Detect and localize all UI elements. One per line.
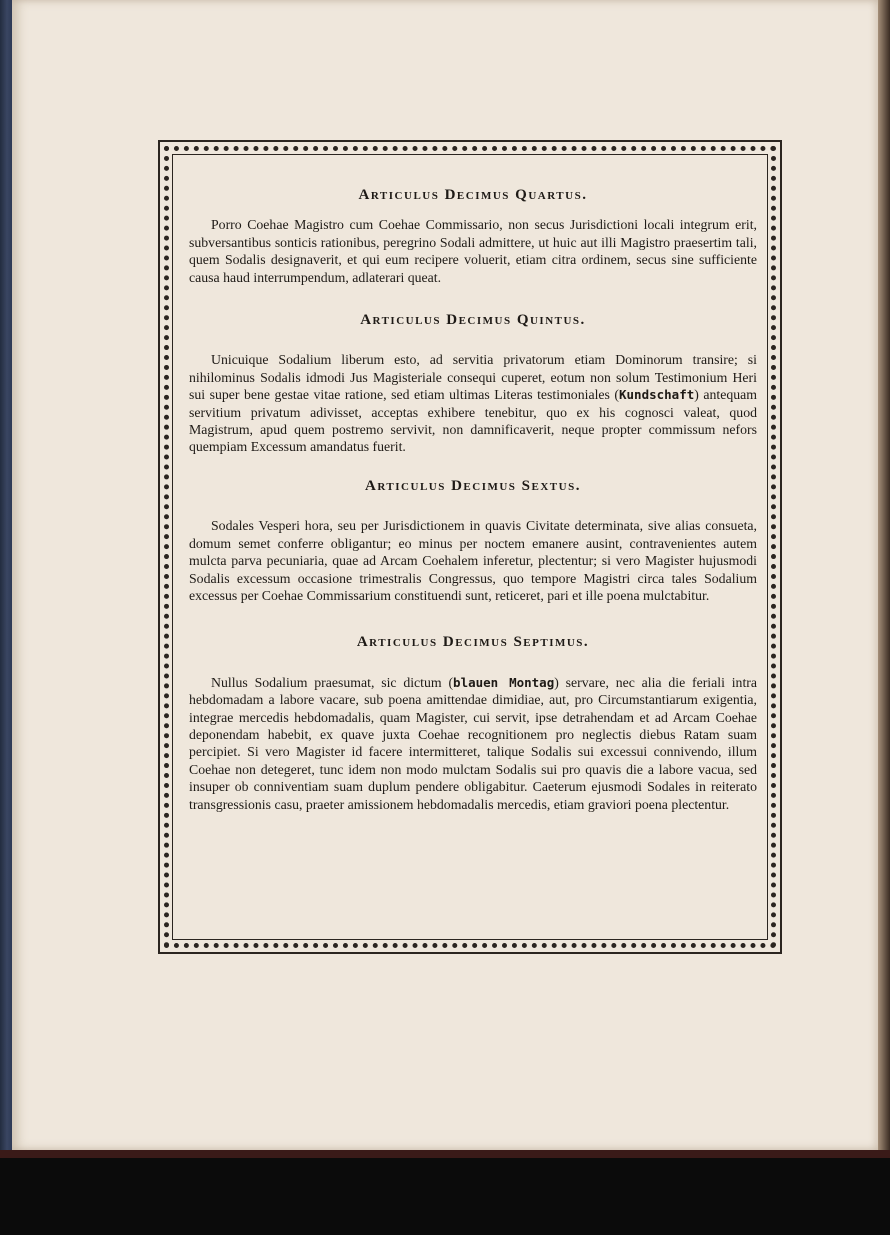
article-17-heading: Articulus Decimus Septimus. xyxy=(356,634,590,651)
article-17-text-after: ) servare, nec alia die feriali intra hebdomadam a labore vacare, sub poena amittendae dimidiae, aut, pro Circumstantiarum exigentia, integrae mercedis hebdomadalis, quam Magister, cui servit, ipse detrahendam et ad Arcam Coehae deponendam habebit, ex quave juxta Coehae recognitionem pro neglectis diebus Ratam suam percipiet. Si vero Magister id facere intermitteret, talique Sodalis sui excessui connivendo, illum Coehae non detegeret, tunc idem non modo mulctam Sodalis sui pro quavis die a labore vacua, sed insuper ob conniventiam suam duplum pendere obligabitur. Caeterum ejusmodi Sodales in reiterato transgressionis casu, praeter amissionem hebdomadalis mercedis, etiam graviori poena plectentur. xyxy=(189,674,757,812)
ornamental-border-frame xyxy=(158,140,782,954)
ornamental-border-inner xyxy=(164,146,776,948)
next-page-edge xyxy=(878,0,890,1158)
article-15-blackletter-term: Kundschaft xyxy=(619,387,695,403)
article-17-text xyxy=(189,674,757,813)
article-15-text xyxy=(189,351,757,455)
article-17-blackletter-term: blauen Montag xyxy=(453,674,555,690)
article-14-heading: Articulus Decimus Quartus. xyxy=(358,187,588,203)
article-17-text-before: Nullus Sodalium praesumat, sic dictum ( xyxy=(211,674,454,690)
article-text-block xyxy=(189,177,757,813)
article-16-text: Sodales Vesperi hora, seu per Jurisdictionem in quavis Civitate determinata, sive alias consueta, domum semet conferre obligantur; eo minus per noctem emanere ausint, contravenientes autem mulcta parva pecuniaria, quae ad Arcam Coehalem inferetur, plectentur; si vero Magister hujusmodi Sodalis excessum occasione trimestralis Congressus, quo tempore Magistri circa tales Sodalium excessus per Coehae Commissarium constituendi sunt, reticeret, pari et ille poena mulctabitur. xyxy=(189,518,757,603)
article-14-text: Porro Coehae Magistro cum Coehae Commissario, non secus Jurisdictioni locali integrum erit, subversantibus sonticis rationibus, peregrino Sodali admittere, ut huic aut illi Magistro praesertim tali, quem Sodalis designaverit, et qui eum recipere voluerit, etiam citra ordinem, secus sine sufficiente causa haud interrumpendum, adlaterari queat. xyxy=(189,217,757,285)
book-bottom-edge xyxy=(0,1150,890,1158)
article-15-text-after: ) antequam servitium privatum adivisset, acceptas exhibere tenebitur, quo ex his cognosci valeat, quod Magistrum, apud quem postremo servivit, non damnificaverit, neque propter commissum nefors quempiam Excessum amandatus fuerit. xyxy=(189,387,757,455)
article-15-heading: Articulus Decimus Quintus. xyxy=(360,312,586,329)
article-16-heading: Articulus Decimus Sextus. xyxy=(365,477,581,494)
article-15-text-before: Unicuique Sodalium liberum esto, ad servitia privatorum etiam Dominorum transire; si nihilominus Sodalis idmodi Jus Magisteriale consequi cuperet, eotum non solum Testimonium Heri sui super bene gestae vitae ratione, sed etiam ultimas Literas testimoniales ( xyxy=(189,352,757,403)
